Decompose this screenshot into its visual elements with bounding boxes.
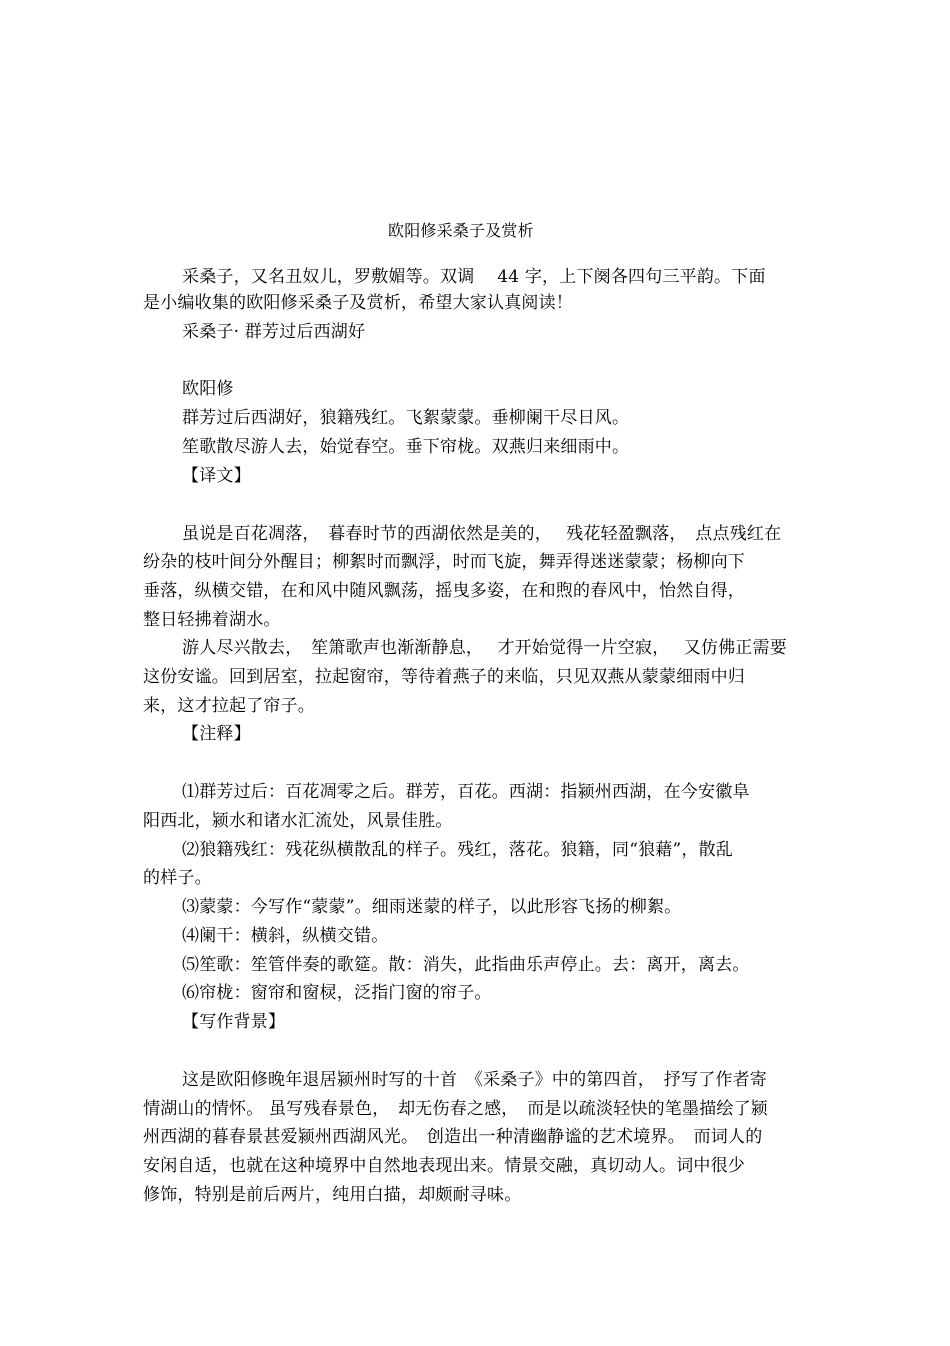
note-line: ⑶蒙蒙：今写作“蒙蒙”。细雨迷蒙的样子，以此形容飞扬的柳絮。	[182, 897, 682, 917]
translation-line: 来，这才拉起了帘子。	[143, 696, 315, 716]
note-line: 的样子。	[143, 868, 212, 888]
poem-author: 欧阳修	[182, 379, 234, 399]
page-title: 欧阳修采桑子及赏析	[388, 221, 534, 240]
note-line: ⑸笙歌：笙管伴奏的歌筵。散：消失，此指曲乐声停止。去：离开，离去。	[182, 955, 750, 975]
note-line: 阳西北，颍水和诸水汇流处，风景佳胜。	[143, 811, 453, 831]
background-heading: 【写作背景】	[182, 1012, 286, 1032]
translation-line: 整日轻拂着湖水。	[143, 610, 281, 630]
background-line: 修饰，特别是前后两片，纯用白描，却颇耐寻味。	[143, 1185, 522, 1205]
translation-line: 游人尽兴散去， 笙箫歌声也渐渐静息， 才开始觉得一片空寂， 又仿佛正需要	[182, 638, 787, 658]
translation-heading: 【译文】	[182, 466, 251, 486]
note-line: ⑷阑干：横斜，纵横交错。	[182, 926, 389, 946]
translation-line: 这份安谧。回到居室，拉起窗帘，等待着燕子的来临，只见双燕从蒙蒙细雨中归	[143, 667, 745, 687]
background-line: 情湖山的情怀。 虽写残春景色， 却无伤春之感， 而是以疏淡轻快的笔墨描绘了颍	[143, 1099, 769, 1119]
poem-line: 群芳过后西湖好，狼籍残红。飞絮蒙蒙。垂柳阑干尽日风。	[182, 408, 630, 428]
background-line: 这是欧阳修晚年退居颍州时写的十首 《采桑子》中的第四首， 抒写了作者寄	[182, 1070, 767, 1090]
notes-heading: 【注释】	[182, 724, 251, 744]
note-line: ⑹帘栊：窗帘和窗棂，泛指门窗的帘子。	[182, 983, 492, 1003]
background-line: 州西湖的暮春景甚爱颍州西湖风光。 创造出一种清幽静谧的艺术境界。 而词人的	[143, 1127, 763, 1147]
intro-line: 是小编收集的欧阳修采桑子及赏析，希望大家认真阅读！	[143, 293, 573, 313]
poem-title: 采桑子· 群芳过后西湖好	[182, 322, 366, 342]
translation-line: 垂落，纵横交错，在和风中随风飘荡，摇曳多姿，在和煦的春风中，怡然自得，	[143, 581, 745, 601]
note-line: ⑴群芳过后：百花凋零之后。群芳，百花。西湖：指颍州西湖，在今安徽阜	[182, 782, 750, 802]
translation-line: 虽说是百花凋落， 暮春时节的西湖依然是美的， 残花轻盈飘落， 点点残红在	[182, 524, 782, 544]
background-line: 安闲自适，也就在这种境界中自然地表现出来。情景交融，真切动人。词中很少	[143, 1156, 745, 1176]
translation-line: 纷杂的枝叶间分外醒目；柳絮时而飘浮，时而飞旋，舞弄得迷迷蒙蒙；杨柳向下	[143, 552, 745, 572]
note-line: ⑵狼籍残红：残花纵横散乱的样子。残红，落花。狼籍，同“狼藉”，散乱	[182, 840, 733, 860]
intro-line: 采桑子，又名丑奴儿，罗敷媚等。双调 44 字，上下阕各四句三平韵。下面	[182, 267, 766, 287]
poem-line: 笙歌散尽游人去，始觉春空。垂下帘栊。双燕归来细雨中。	[182, 437, 630, 457]
